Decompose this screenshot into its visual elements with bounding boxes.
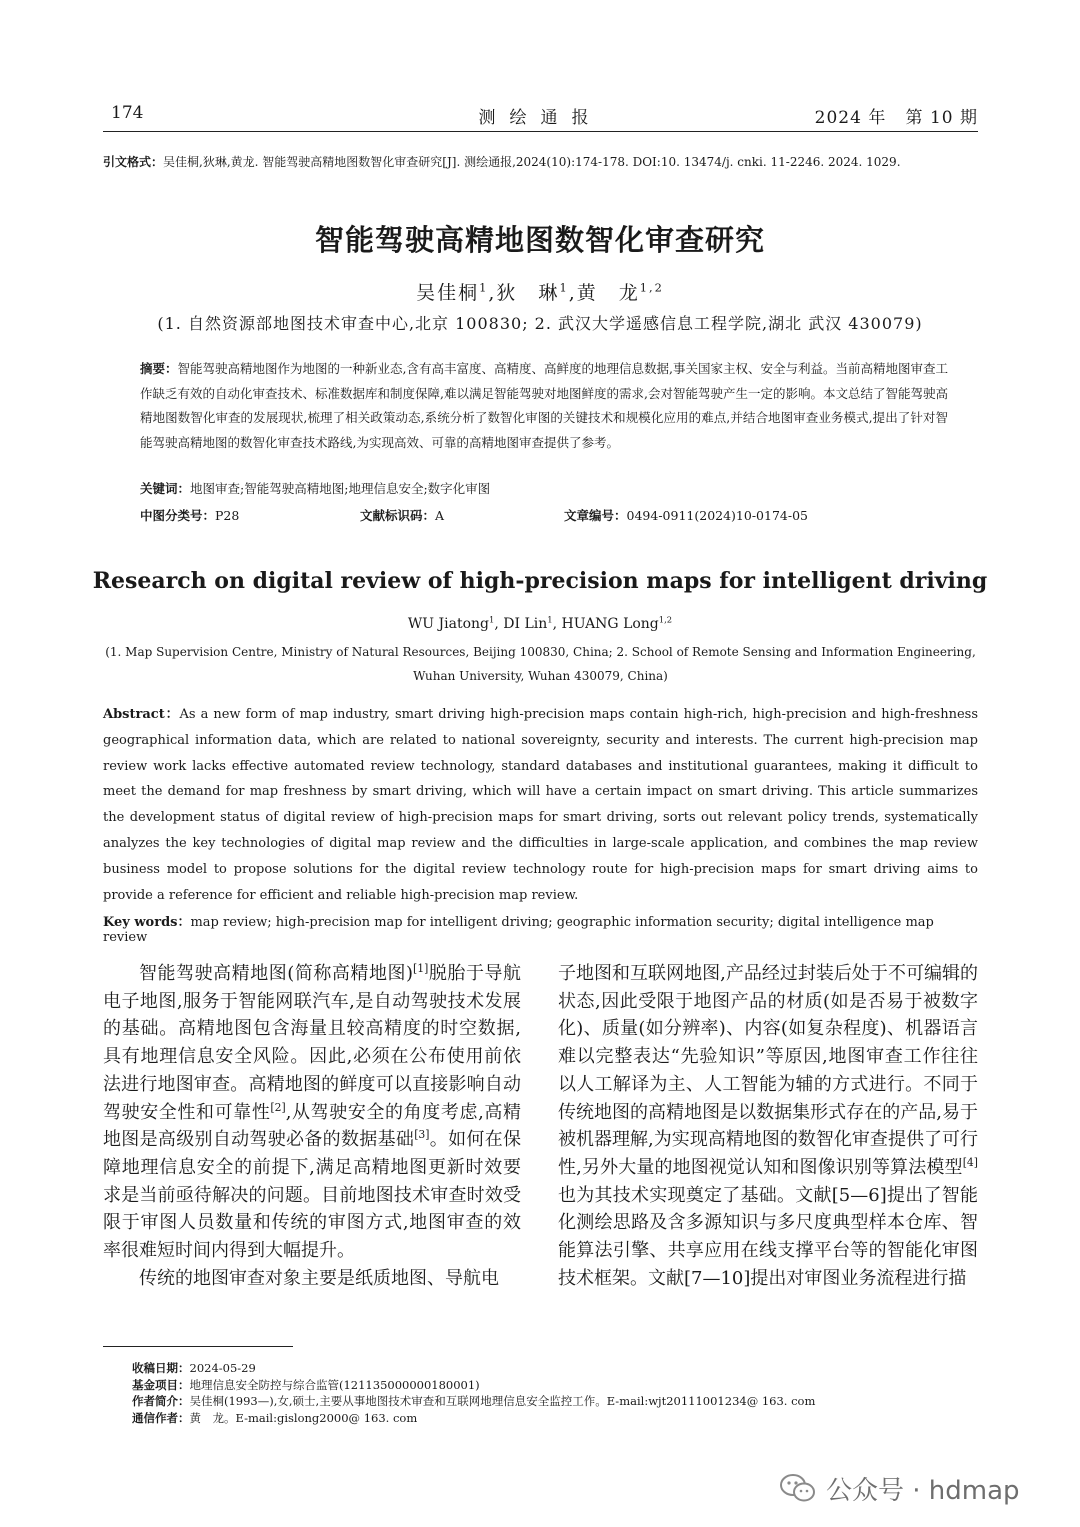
- body-text: ,从驾驶安全的角度考虑,高精地图是高级别自动驾驶必备的数据基础: [103, 1101, 521, 1151]
- author-1: 吴佳桐: [416, 282, 480, 304]
- author-en-2-affil: 1: [547, 614, 553, 625]
- keywords-cn: [140, 479, 948, 497]
- citation-label: 引文格式：: [103, 155, 164, 169]
- abstract-en-text: As a new form of map industry, smart driving high-precision maps contain high-rich, high-precision and high-freshness geographical information data, which are related to national sovereignty, security and interests. The current high-precision map review work lacks effective automated review technology, standard databases and institutional guarantees, making it difficult to meet the demand for map freshness by smart driving, which will have a certain impact on smart driving. This article summarizes the development status of digital review of high-precision maps for smart driving, sorts out relevant policy trends, systematically analyzes the key technologies of digital map review and the difficulties in large-scale application, and combines the map review business model to propose solutions for the digital review technology route for high-precision maps for smart driving aims to provide a reference for efficient and reliable high-precision map review.: [103, 707, 979, 903]
- body-text: 智能驾驶高精地图(简称高精地图): [139, 963, 414, 984]
- footnote-text: 2024-05-29: [189, 1361, 256, 1375]
- author-en-2: , DI Lin: [494, 616, 548, 632]
- body-left-column: [103, 960, 521, 1292]
- body-text: 子地图和互联网地图,产品经过封装后处于不可编辑的状态,因此受限于地图产品的材质(如是否易于被数字化)、质量(如分辨率)、内容(如复杂程度)、机器语言难以完整表达“先验知识”等原因,地图审查工作往往以人工解译为主、人工智能为辅的方式进行。不同于传统地图的高精地图是以数据集形式存在的产品,易于被机器理解,为实现高精地图的数智化审查提供了可行性,另外大量的地图视觉认知和图像识别等算法模型: [558, 963, 978, 1178]
- keywords-en: [103, 911, 978, 945]
- body-text: 脱胎于导航电子地图,服务于智能网联汽车,是自动驾驶技术发展的基础。高精地图包含海量且较高精度的时空数据,具有地理信息安全风险。因此,必须在公布使用前依法进行地图审查。高精地图的鲜度可以直接影响自动驾驶安全性和可靠性: [103, 963, 522, 1123]
- paper-title-en: Research on digital review of high-precision maps for intelligent driving: [92, 568, 988, 594]
- ref-2: [2]: [270, 1100, 286, 1114]
- clc-label: 中图分类号：: [140, 508, 216, 523]
- abstract-cn-text: 智能驾驶高精地图作为地图的一种新业态,含有高丰富度、高精度、高鲜度的地理信息数据,事关国家主权、安全与利益。当前高精地图审查工作缺乏有效的自动化审查技术、标准数据库和制度保障,难以满足智能驾驶对地图鲜度的需求,会对智能驾驶产生一定的影响。本文总结了智能驾驶高精地图数智化审查的发展现状,梳理了相关政策动态,系统分析了数智化审图的关键技术和规模化应用的难点,并结合地图审查业务模式,提出了针对智能驾驶高精地图的数智化审查技术路线,为实现高效、可靠的高精地图审查提供了参考。: [140, 361, 948, 450]
- footnote-rule: [103, 1346, 293, 1347]
- clc-value: P28: [215, 508, 240, 523]
- footnote-text: 地理信息安全防控与综合监管(121135000000180001): [189, 1377, 480, 1392]
- watermark: [780, 1468, 1060, 1508]
- footnote-label: 通信作者：: [132, 1410, 190, 1425]
- author-2: 狄 琳: [496, 282, 560, 304]
- header-rule: [103, 131, 978, 132]
- page-number: 174: [111, 103, 144, 123]
- author-en-1: WU Jiatong: [407, 616, 489, 632]
- body-paragraph-2: 传统的地图审查对象主要是纸质地图、导航电: [139, 1267, 499, 1289]
- journal-name: 测绘通报: [478, 108, 603, 128]
- footnote-label: 收稿日期：: [132, 1361, 190, 1375]
- article-number: [564, 506, 808, 524]
- abstract-cn: [140, 357, 948, 455]
- authors-cn: 吴佳桐$^1$,狄 琳$^1$,黄 龙$^{1,2}$: [416, 280, 664, 304]
- running-header: [103, 100, 978, 130]
- abstract-en-label: Abstract：: [103, 707, 180, 722]
- authors-en: [0, 616, 1080, 632]
- author-en-1-affil: 1: [489, 614, 495, 625]
- ref-4: [4]: [962, 1155, 978, 1169]
- author-en-3-affil: 1,2: [658, 614, 673, 625]
- citation-text: 吴佳桐,狄琳,黄龙. 智能驾驶高精地图数智化审查研究[J]. 测绘通报,2024(10):174-178. DOI:10. 13474/j. cnki. 11-2246. 2024. 1029.: [163, 155, 901, 169]
- author-en-3: , HUANG Long: [552, 616, 659, 632]
- footnote-received: [132, 1360, 992, 1377]
- body-paragraph-2-cont: [558, 960, 978, 1292]
- footnotes: [132, 1360, 992, 1426]
- body-paragraph-1: [103, 960, 521, 1265]
- footnote-text: 黄 龙。E-mail:gislong2000@ 163. com: [189, 1410, 418, 1425]
- keywords-cn-label: 关键词：: [140, 481, 191, 496]
- footnote-funding: [132, 1377, 992, 1394]
- watermark-text: 公众号 · hdmap: [826, 1475, 1020, 1506]
- abstract-cn-label: 摘要：: [140, 361, 178, 376]
- issue-info: 2024 年 第 10 期: [814, 108, 978, 128]
- ref-3: [3]: [414, 1128, 430, 1142]
- paper-title-cn: 智能驾驶高精地图数智化审查研究: [314, 223, 765, 257]
- ref-1: [1]: [413, 962, 429, 975]
- doc-value: A: [435, 508, 445, 523]
- footnote-corresponding: [132, 1410, 992, 1427]
- keywords-en-label: Key words：: [103, 915, 191, 930]
- author-3: 黄 龙: [576, 282, 640, 304]
- abstract-en: [103, 702, 978, 908]
- keywords-en-text: map review; high-precision map for intelligent driving; geographic information security; digital intelligence map review: [103, 915, 934, 945]
- footnote-label: 作者简介：: [132, 1394, 190, 1408]
- body-text: 也为其技术实现奠定了基础。文献[5—6]提出了智能化测绘思路及含多源知识与多尺度典型样本仓库、智能算法引擎、共享应用在线支撑平台等的智能化审图技术框架。文献[7—10]提出对审图业务流程进行描: [558, 1184, 978, 1289]
- wechat-icon: [780, 1473, 816, 1503]
- body-right-column: [558, 960, 978, 1292]
- affiliation-en: (1. Map Supervision Centre, Ministry of Natural Resources, Beijing 100830, China; 2. School of Remote Sensing and Information Engineering, Wuhan University, Wuhan 430079, China): [105, 645, 976, 683]
- art-value: 0494-0911(2024)10-0174-05: [626, 508, 808, 523]
- author-1-affil: 1: [479, 280, 489, 295]
- clc-code: [140, 506, 239, 524]
- footnote-author-bio: [132, 1393, 992, 1410]
- footnote-text: 吴佳桐(1993—),女,硕士,主要从事地图技术审查和互联网地理信息安全监控工作。E-mail:wjt20111001234@ 163. com: [189, 1394, 816, 1408]
- doc-label: 文献标识码：: [360, 508, 436, 523]
- author-2-affil: 1: [559, 280, 569, 295]
- footnote-label: 基金项目：: [132, 1377, 190, 1392]
- citation-block: [103, 150, 978, 175]
- author-3-affil: 1,2: [639, 280, 664, 295]
- affiliation-cn: (1. 自然资源部地图技术审查中心,北京 100830; 2. 武汉大学遥感信息工程学院,湖北 武汉 430079): [157, 314, 923, 333]
- body-text: 。如何在保障地理信息安全的前提下,满足高精地图更新时效要求是当前亟待解决的问题。目前地图技术审查时效受限于审图人员数量和传统的审图方式,地图审查的效率很难短时间内得到大幅提升。: [103, 1129, 522, 1262]
- doc-code: [360, 506, 444, 524]
- keywords-cn-text: 地图审查;智能驾驶高精地图;地理信息安全;数字化审图: [190, 481, 491, 496]
- art-label: 文章编号：: [564, 508, 627, 523]
